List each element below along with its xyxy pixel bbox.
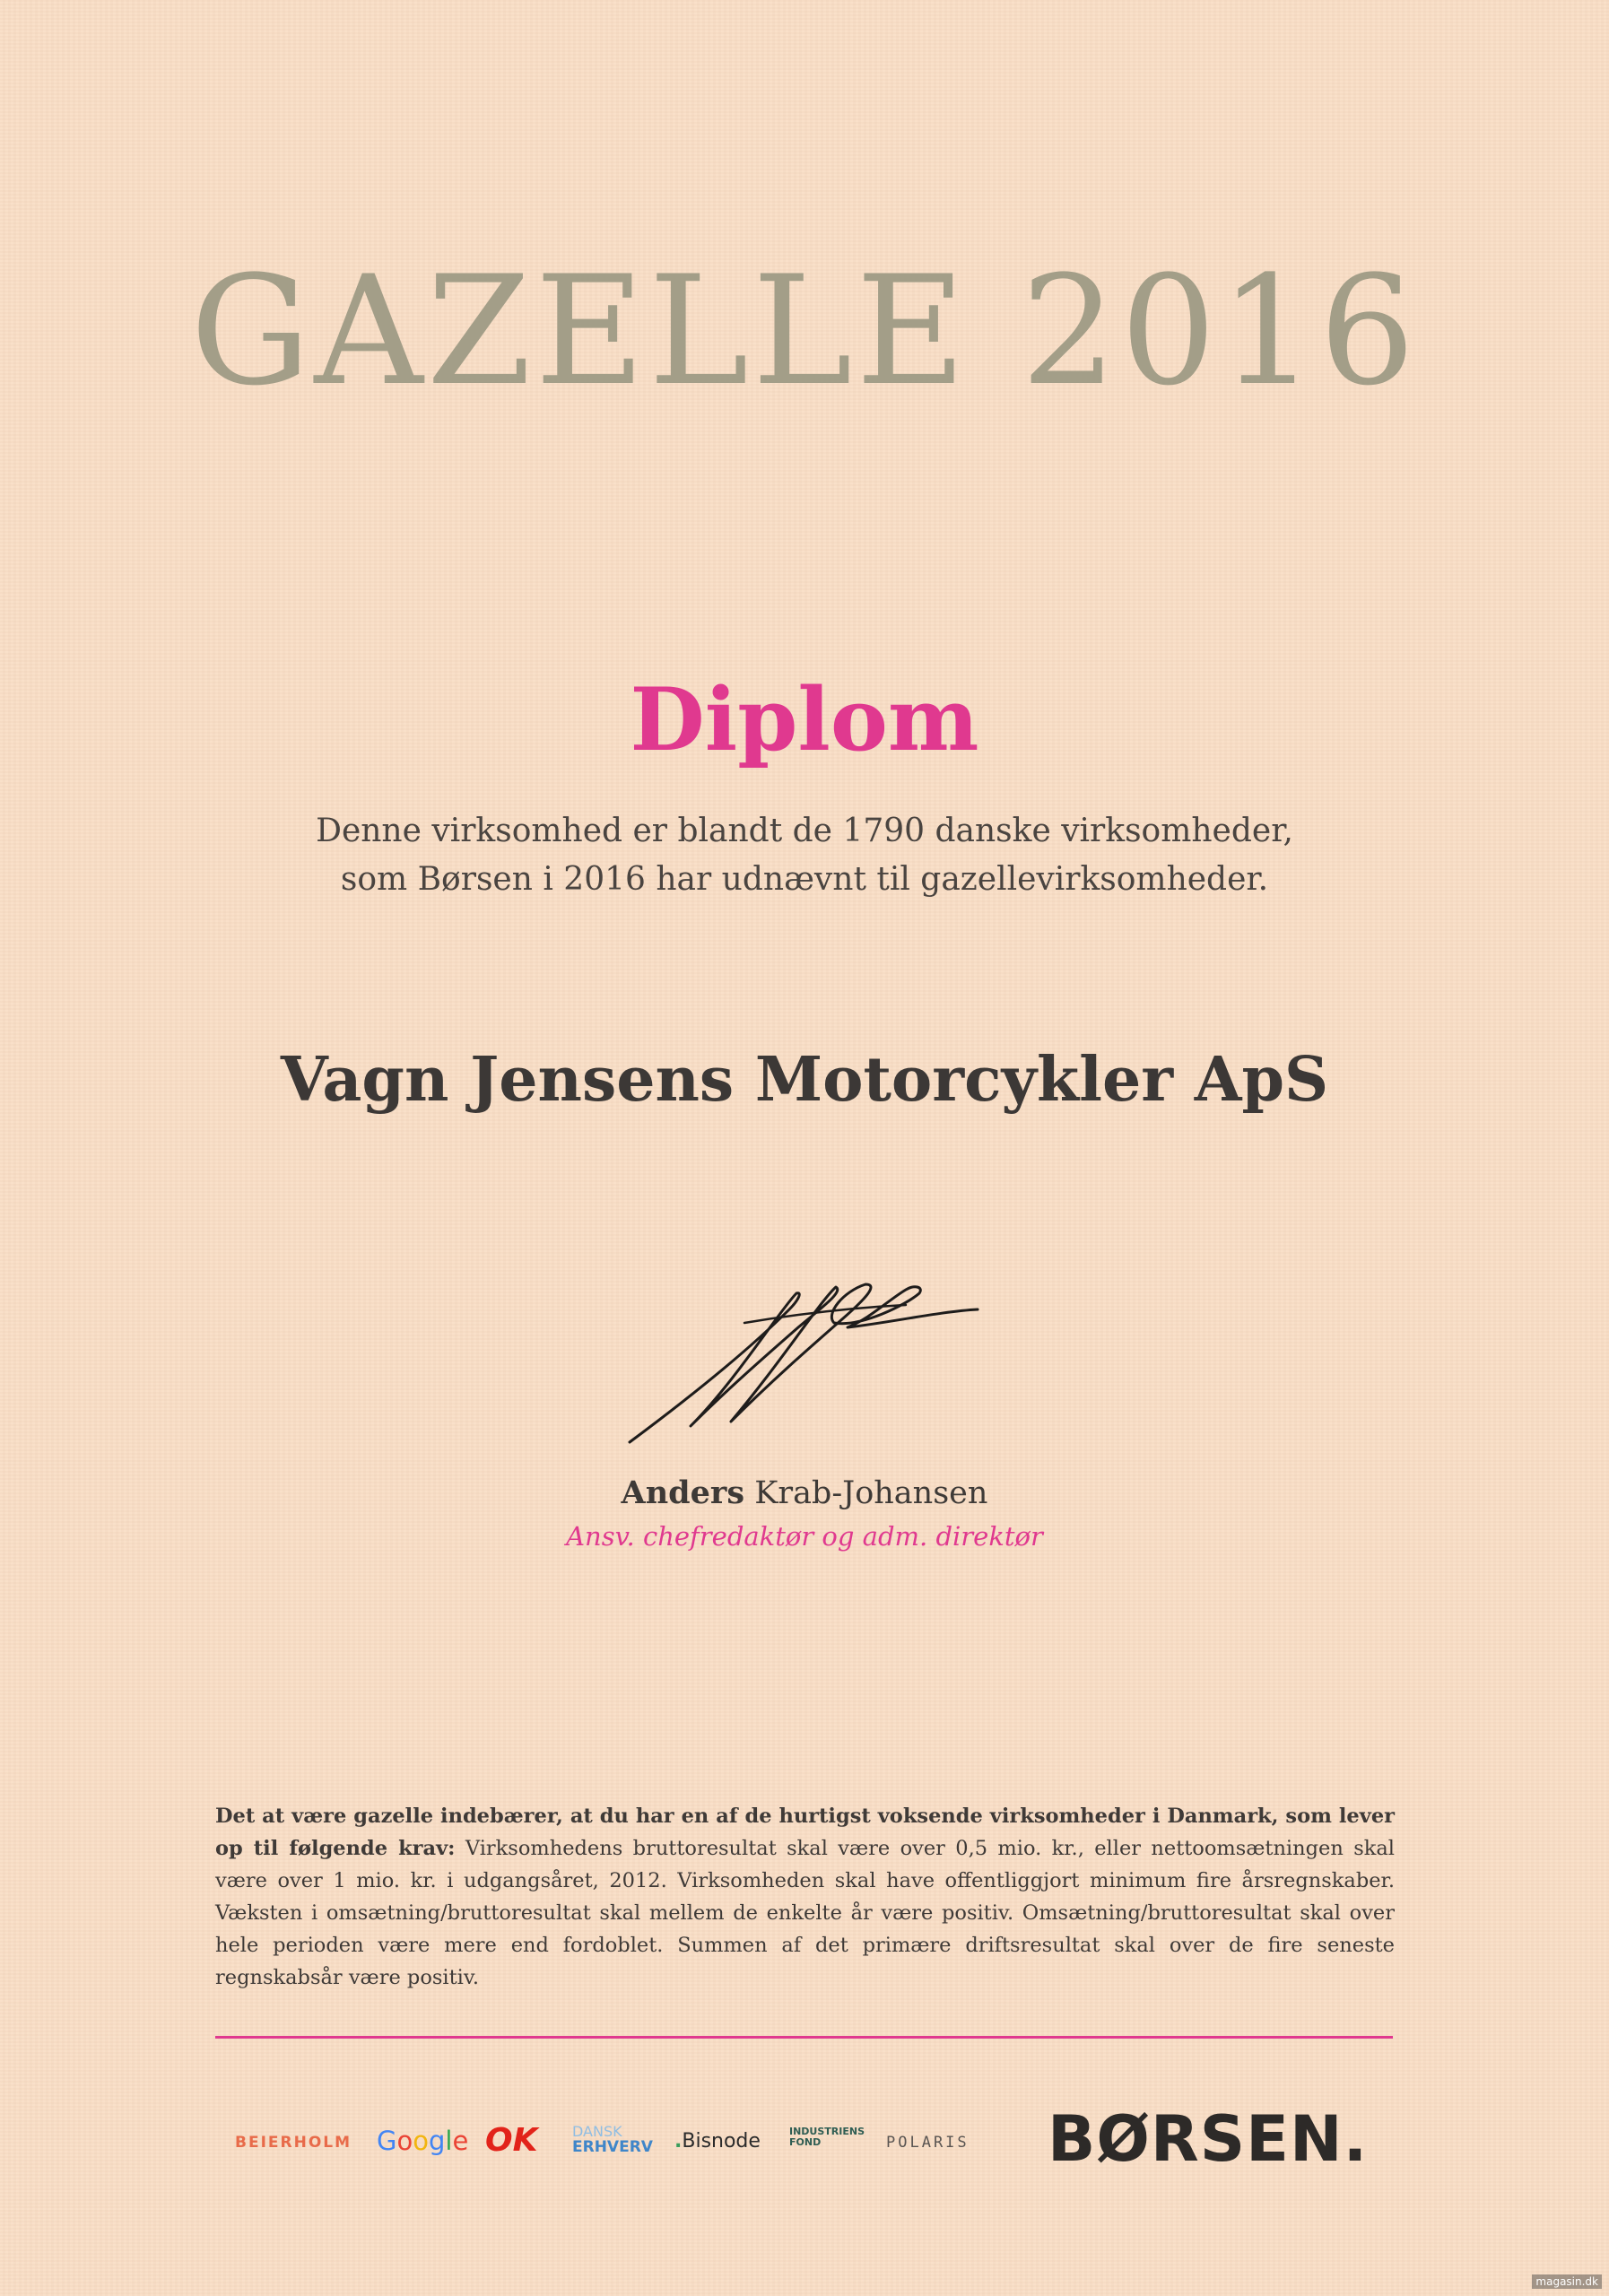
ok-logo: OK [485, 2122, 538, 2159]
dansk-erhverv-logo: DANSK ERHVERV [572, 2123, 653, 2156]
intro-text [0, 807, 1609, 904]
gazelle-criteria [215, 1800, 1395, 1994]
polaris-logo: POLARIS [886, 2134, 970, 2152]
criteria-body: Virksomhedens bruttoresultat skal være over 0,5 mio. kr., eller nettoomsætningen skal være over 1 mio. kr. i udgangsåret, 2012. Virksomheden skal have offentliggjort minimum fire årsregnskaber. Væksten i omsætning/bruttoresultat skal mellem de enkelte år være positiv. Omsætning/bruttoresultat skal over hele perioden være mere end fordoblet. Summen af det primære driftsresultat skal over de fire seneste regnskabsår være positiv. [215, 1837, 1395, 1989]
criteria-lead: Det at være gazelle indebærer, at du har en af de hurtigst voksende virksomheder i Danmark, som lever op til følgende krav: [215, 1805, 1395, 1860]
diploma-title: GAZELLE 2016 [190, 243, 1419, 419]
intro-line-2: som Børsen i 2016 har udnævnt til gazellevirksomheder. [340, 861, 1269, 898]
signatory-role: Ansv. chefredaktør og adm. direktør [566, 1521, 1043, 1552]
intro-line-1: Denne virksomhed er blandt de 1790 danske virksomheder, [316, 813, 1293, 849]
pink-divider [215, 2036, 1393, 2039]
signature [619, 1274, 1005, 1453]
beierholm-logo: BEIERHOLM [235, 2134, 352, 2152]
signatory-name [0, 1474, 1609, 1512]
bisnode-logo: .Bisnode [674, 2130, 761, 2152]
diploma-heading: Diplom [630, 669, 979, 770]
borsen-logo: BØRSEN. [1048, 2102, 1369, 2176]
google-logo: Google [377, 2126, 469, 2156]
company-name: Vagn Jensens Motorcykler ApS [280, 1044, 1329, 1116]
signatory-last-name: Krab-Johansen [754, 1475, 988, 1511]
watermark: magasin.dk [1532, 2274, 1602, 2289]
industriens-fond-logo: INDUSTRIENS FOND [789, 2126, 865, 2149]
signatory-first-name: Anders [621, 1474, 745, 1511]
sponsor-logos [0, 2103, 1609, 2193]
